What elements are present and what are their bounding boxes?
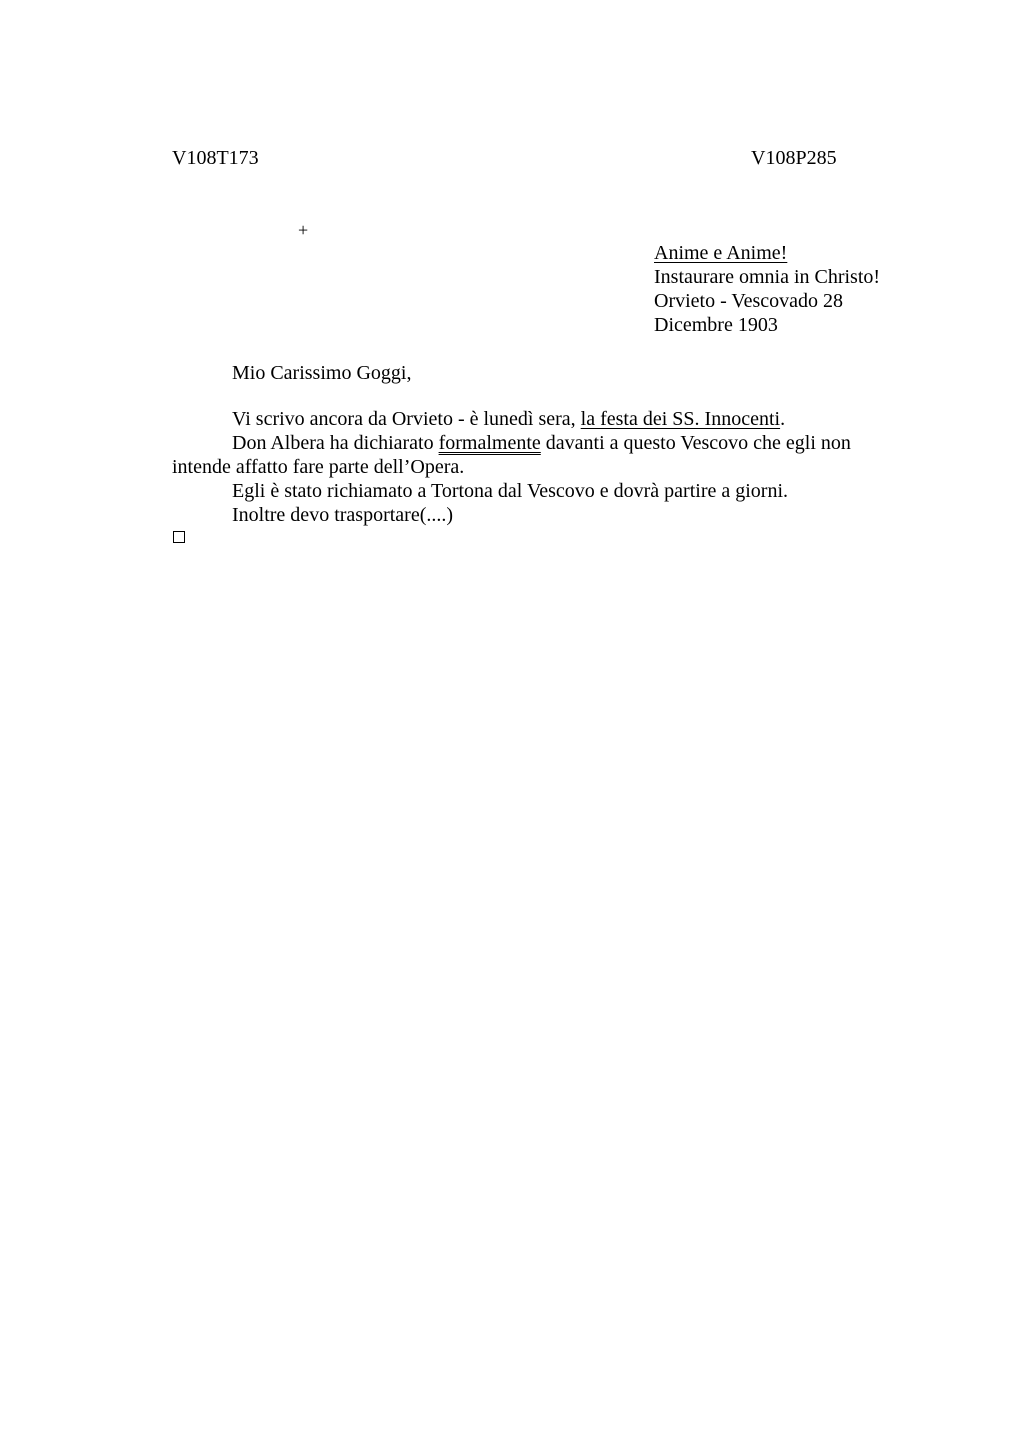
paragraph-1-text: Vi scrivo ancora da Orvieto - è lunedì sera, — [232, 408, 581, 430]
salutation: Mio Carissimo Goggi, — [232, 362, 412, 384]
document-reference-right: V108P285 — [751, 147, 837, 169]
paragraph-2 — [172, 431, 892, 479]
paragraph-1-end: . — [780, 408, 786, 430]
empty-box-symbol — [173, 531, 185, 543]
date-line: Dicembre 1903 — [654, 314, 778, 336]
paragraph-3: Egli è stato richiamato a Tortona dal Vescovo e dovrà partire a giorni. — [232, 480, 789, 502]
document-reference-left: V108T173 — [172, 147, 259, 169]
place-line: Orvieto - Vescovado 28 — [654, 290, 844, 312]
paragraph-2-text: Don Albera ha dichiarato — [232, 432, 439, 454]
cross-symbol: + — [298, 220, 309, 240]
motto-line-2: Instaurare omnia in Christo! — [654, 266, 881, 288]
letter-body — [172, 407, 892, 527]
double-underlined-word: formalmente — [438, 432, 541, 454]
paragraph-1 — [172, 407, 892, 431]
paragraph-2-end: davanti a questo Vescovo che egli non intende affatto fare parte dell’Opera. — [172, 432, 851, 478]
letter-heading — [654, 241, 880, 337]
paragraph-4: Inoltre devo trasportare(....) — [232, 504, 454, 526]
motto-line: Anime e Anime! — [654, 242, 788, 264]
underlined-phrase: la festa dei SS. Innocenti — [580, 408, 781, 430]
